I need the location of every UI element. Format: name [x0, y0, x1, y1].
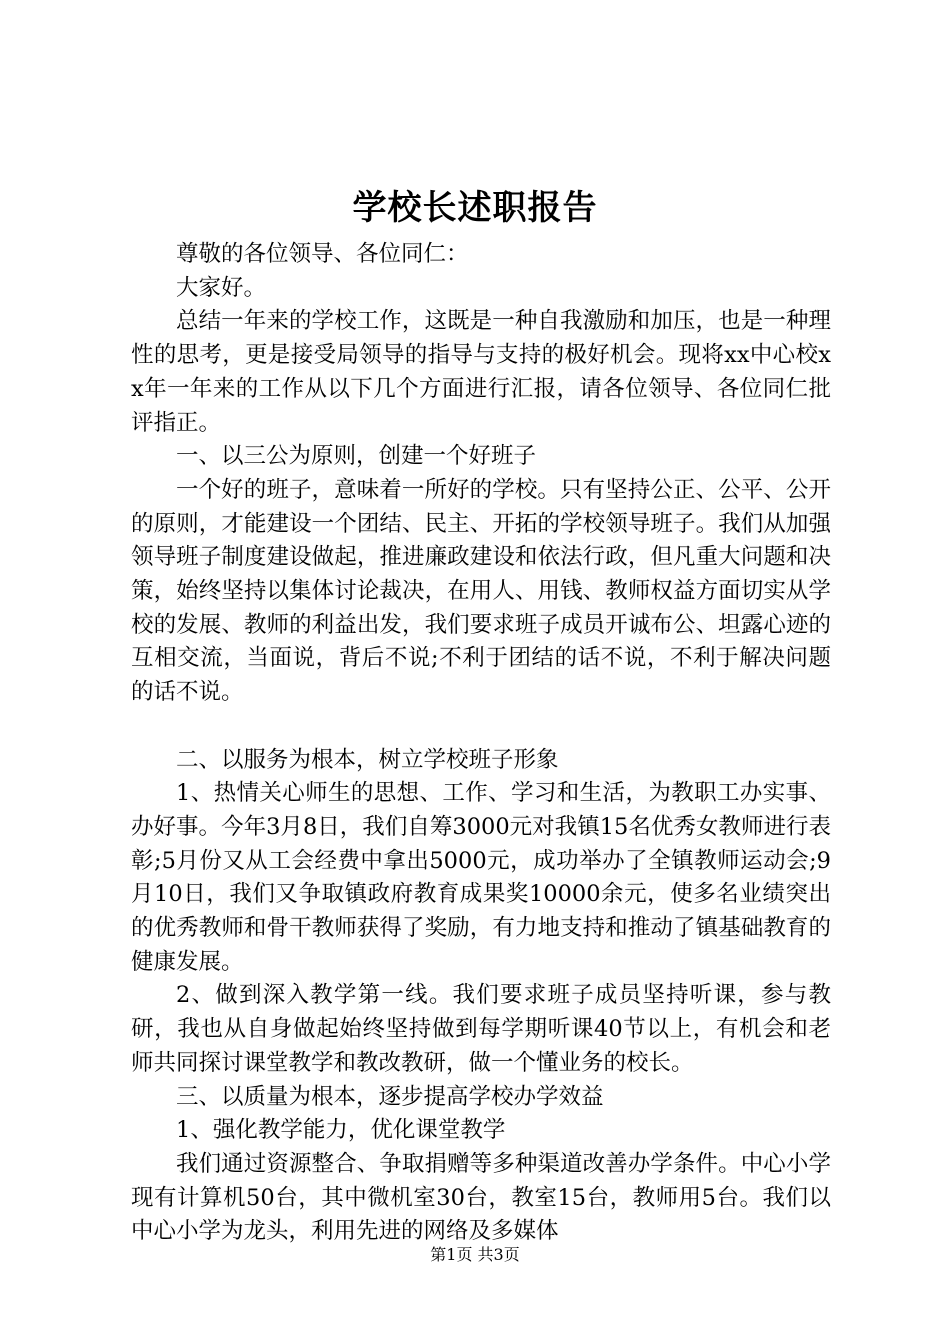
blank-line [131, 710, 831, 744]
section-3-subheading-1: 1、强化教学能力，优化课堂教学 [176, 1117, 506, 1144]
intro-paragraph: 总结一年来的学校工作，这既是一种自我激励和加压，也是一种理性的思考，更是接受局领导的指导与支持的极好机会。现将xx中心校xx年一年来的工作从以下几个方面进行汇报，请各位领导、各位同仁批评指正。 [131, 308, 831, 436]
section-1-paragraph: 一个好的班子，意味着一所好的学校。只有坚持公正、公平、公开的原则，才能建设一个团结、民主、开拓的学校领导班子。我们从加强领导班子制度建设做起，推进廉政建设和依法行政，但凡重大问题和决策，始终坚持以集体讨论裁决，在用人、用钱、教师权益方面切实从学校的发展、教师的利益出发，我们要求班子成员开诚布公、坦露心迹的互相交流，当面说，背后不说;不利于团结的话不说，不利于解决问题的话不说。 [131, 476, 831, 706]
section-3-paragraph: 我们通过资源整合、争取捐赠等多种渠道改善办学条件。中心小学现有计算机50台，其中微机室30台，教室15台，教师用5台。我们以中心小学为龙头，利用先进的网络及多媒体 [131, 1150, 831, 1245]
section-heading-3: 三、以质量为根本，逐步提高学校办学效益 [176, 1083, 604, 1110]
section-heading-1: 一、以三公为原则，创建一个好班子 [176, 443, 537, 470]
document-title: 学校长述职报告 [352, 188, 598, 228]
section-2-item-1: 1、热情关心师生的思想、工作、学习和生活，为教职工办实事、办好事。今年3月8日，我们自筹3000元对我镇15名优秀女教师进行表彰;5月份又从工会经费中拿出5000元，成功举办了全镇教师运动会;9月10日，我们又争取镇政府教育成果奖10000余元，使多名业绩突出的优秀教师和骨干教师获得了奖励，有力地支持和推动了镇基础教育的健康发展。 [131, 780, 831, 975]
section-heading-2: 二、以服务为根本，树立学校班子形象 [176, 746, 559, 773]
salutation: 尊敬的各位领导、各位同仁： [176, 241, 469, 267]
section-2-item-2: 2、做到深入教学第一线。我们要求班子成员坚持听课，参与教研，我也从自身做起始终坚持做到每学期听课40节以上，有机会和老师共同探讨课堂教学和教改教研，做一个懂业务的校长。 [131, 982, 831, 1076]
page-footer: 第1页 共3页 [430, 1245, 520, 1264]
greeting: 大家好。 [176, 274, 267, 301]
document-body [131, 238, 831, 1249]
